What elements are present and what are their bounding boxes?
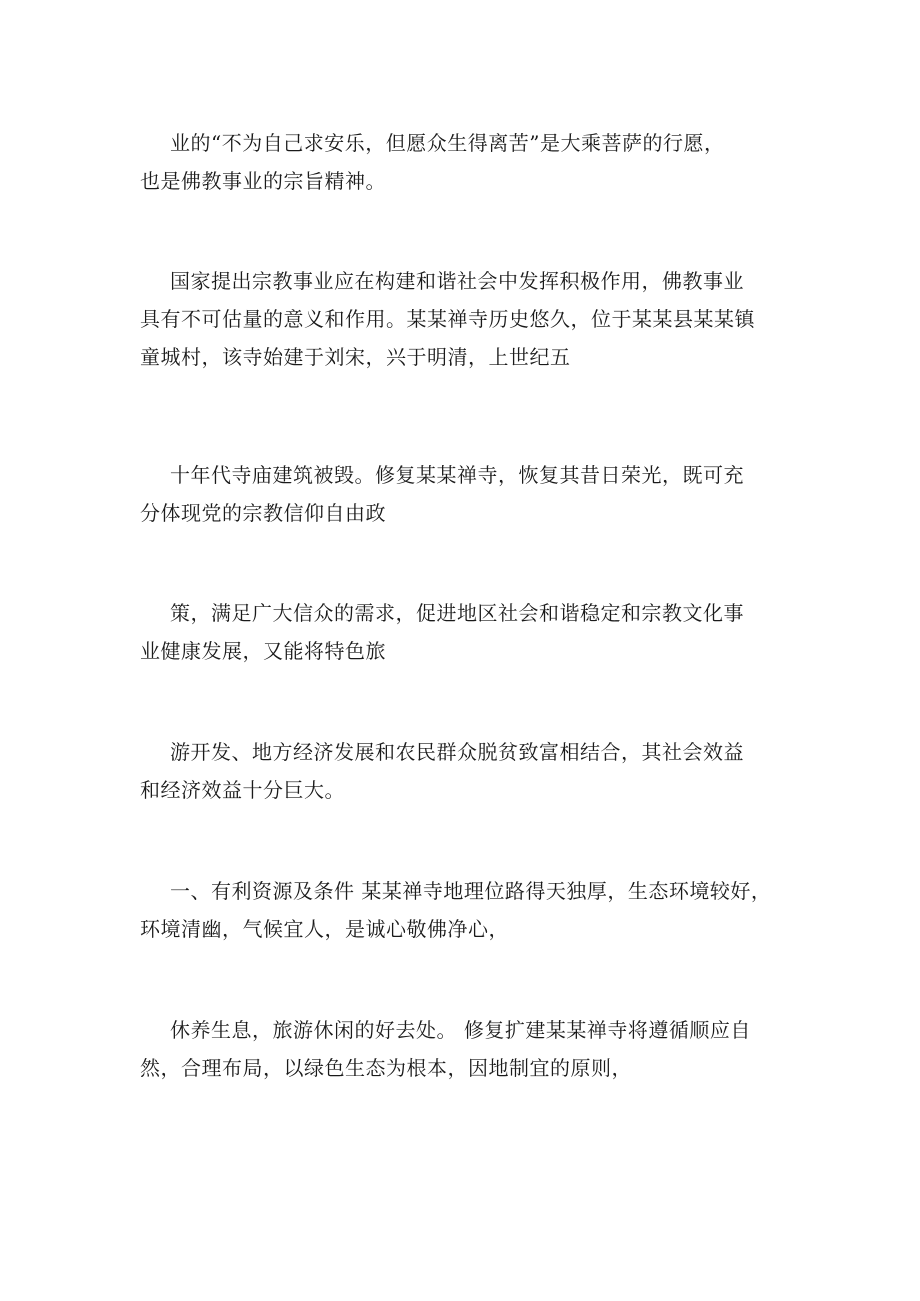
text-line: 一、有利资源及条件 某某禅寺地理位路得天独厚，生态环境较好， [170, 879, 772, 903]
text-line: 业的“不为自己求安乐，但愿众生得离苦”是大乘菩萨的行愿， [170, 131, 725, 155]
text-line: 童城村，该寺始建于刘宋，兴于明清，上世纪五 [140, 345, 571, 369]
text-line: 和经济效益十分巨大。 [140, 778, 345, 802]
paragraph-3 [140, 456, 780, 532]
text-line: 也是佛教事业的宗旨精神。 [140, 169, 386, 193]
text-line: 具有不可估量的意义和作用。某某禅寺历史悠久，位于某某县某某镇 [140, 307, 755, 331]
paragraph-6 [140, 872, 780, 948]
text-line: 国家提出宗教事业应在构建和谐社会中发挥积极作用，佛教事业 [170, 269, 744, 293]
paragraph-4 [140, 594, 780, 670]
text-line: 游开发、地方经济发展和农民群众脱贫致富相结合，其社会效益 [170, 740, 744, 764]
text-line: 休养生息，旅游休闲的好去处。 修复扩建某某禅寺将遵循顺应自 [170, 1018, 751, 1042]
paragraph-1 [140, 124, 780, 200]
text-line: 业健康发展，又能将特色旅 [140, 639, 386, 663]
text-line: 环境清幽，气候宜人，是诚心敬佛净心， [140, 917, 509, 941]
text-line: 然，合理布局，以绿色生态为根本，因地制宜的原则， [140, 1056, 632, 1080]
paragraph-2 [140, 262, 780, 376]
paragraph-5 [140, 733, 780, 809]
paragraph-7 [140, 1011, 780, 1087]
text-line: 策，满足广大信众的需求，促进地区社会和谐稳定和宗教文化事 [170, 601, 744, 625]
text-line: 分体现党的宗教信仰自由政 [140, 501, 386, 525]
text-line: 十年代寺庙建筑被毁。修复某某禅寺，恢复其昔日荣光，既可充 [170, 463, 744, 487]
